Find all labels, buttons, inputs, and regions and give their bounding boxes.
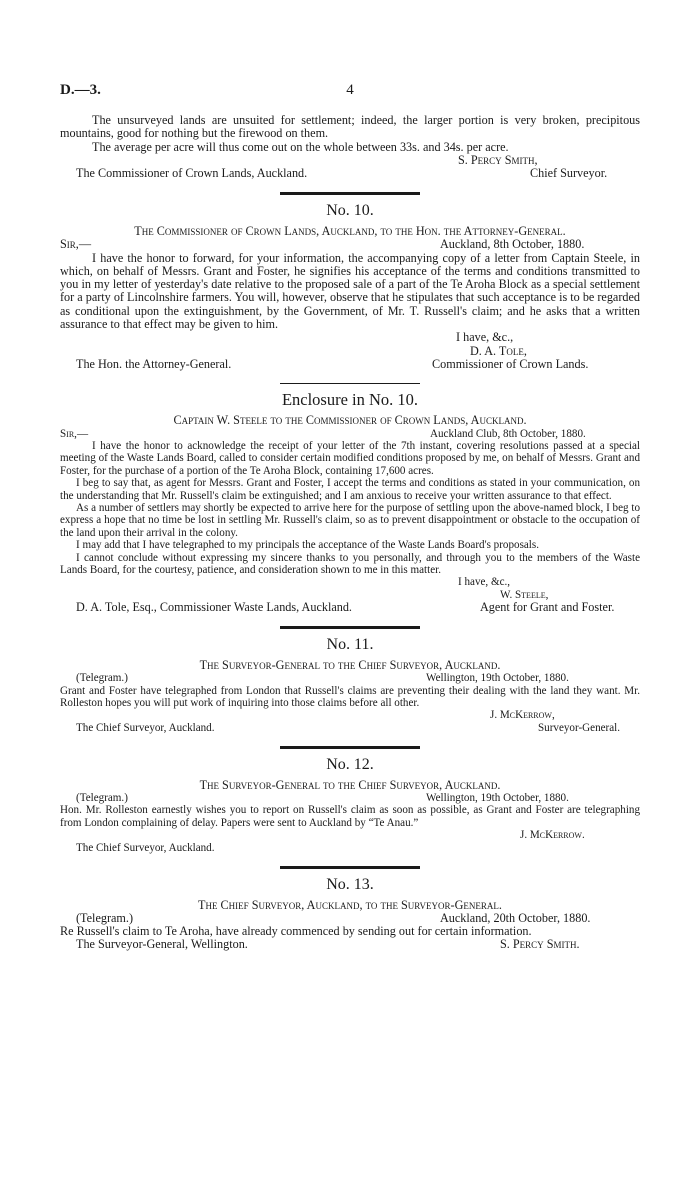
signer-name: D. A. Tole, [470, 343, 527, 358]
telegram-no-12 [60, 755, 640, 854]
telegram-body: Re Russell's claim to Te Aroha, have already commenced by sending out for certain information. [60, 924, 532, 939]
salutation: Sir,— [60, 427, 89, 440]
addressee: The Chief Surveyor, Auckland. [76, 841, 215, 854]
signer-name: W. Steele, [500, 588, 549, 601]
telegram-no-11 [60, 635, 640, 734]
letter-body: I have the honor to forward, for your information, the accompanying copy of a letter from Captain Steele, in which, on behalf of Messrs. Grant and Foster, he signifies his acceptance of the terms and conditions transmitted to you in my letter of yesterday's date relative to the proposed sale of a part of the Te Aroha Block as a special settlement for a party of Lincolnshire farmers. You will, however, observe that he stipulates that such acceptance is to be regarded as conditional upon the extinguishment, by the Government, of Mr. T. Russell's claim; and he asks that a written assurance to that effect may be given to him. [60, 250, 640, 332]
signer-title: Commissioner of Crown Lands. [432, 356, 589, 371]
enclosure-title: Enclosure in No. 10. [281, 390, 419, 410]
place-date: Auckland, 20th October, 1880. [440, 910, 591, 925]
place-date: Wellington, 19th October, 1880. [426, 672, 569, 685]
signer-name: J. McKerrow, [490, 709, 555, 722]
closing: I have, &c., [456, 330, 514, 345]
place-date: Auckland Club, 8th October, 1880. [430, 427, 586, 440]
letter-number: No. 10. [326, 201, 374, 219]
telegram-label: (Telegram.) [76, 910, 134, 925]
signer-name: S. Percy Smith. [500, 937, 580, 952]
letter-no-10 [60, 201, 640, 371]
letter-headline: The Commissioner of Crown Lands, Auckland, to the Hon. the Attorney-General. [134, 223, 566, 238]
telegram-no-13 [60, 875, 640, 952]
section-divider [280, 192, 420, 195]
page-header [60, 82, 640, 102]
signer-name: J. McKerrow. [520, 829, 585, 842]
addressee: The Chief Surveyor, Auckland. [76, 721, 215, 734]
page-content [60, 114, 640, 952]
closing: I have, &c., [458, 576, 511, 589]
document-id: D.—3. [60, 82, 101, 98]
enclosure-paragraph: I may add that I have telegraphed to my principals the acceptance of the Waste Lands Board's proposals. [76, 539, 539, 552]
letter-number: No. 13. [326, 875, 374, 893]
signer-name: S. Percy Smith, [458, 152, 538, 167]
place-date: Wellington, 19th October, 1880. [426, 792, 569, 805]
telegram-label: (Telegram.) [76, 672, 128, 685]
signer-title: Chief Surveyor. [530, 166, 608, 181]
letter-headline: The Surveyor-General to the Chief Surveyor, Auckland. [199, 777, 501, 792]
addressee: The Hon. the Attorney-General. [76, 356, 232, 371]
signer-title: Surveyor-General. [538, 721, 621, 734]
enclosure-paragraph: I beg to say that, as agent for Messrs. Grant and Foster, I accept the terms and conditions as stated in your communication, on the understanding that Mr. Russell's claim be extinguished; and I am anxious to receive your written assurance to that effect. [60, 477, 640, 502]
page-number: 4 [346, 82, 354, 98]
letter-headline: The Surveyor-General to the Chief Surveyor, Auckland. [199, 657, 501, 672]
section-divider [280, 383, 420, 384]
enclosure-paragraph: As a number of settlers may shortly be expected to arrive here for the purpose of settling upon the above-named block, I beg to express a hope that no time be lost in settling Mr. Russell's claim, so as to prevent disappointment or obstacle to the occupation of the land upon their arrival in the colony. [60, 501, 640, 539]
letter-headline: The Chief Surveyor, Auckland, to the Surveyor-General. [198, 897, 502, 912]
enclosure-paragraph: I have the honor to acknowledge the receipt of your letter of the 7th instant, covering resolutions passed at a special meeting of the Waste Lands Board, called to consider certain modified conditions proposed by me, on behalf of Messrs. Grant and Foster, for the purchase of a portion of the Te Aroha Block, containing 17,600 acres. [60, 439, 640, 477]
addressee: The Surveyor-General, Wellington. [76, 937, 248, 952]
telegram-body: Hon. Mr. Rolleston earnestly wishes you to report on Russell's claim as soon as possible, as Grant and Foster are telegraphing from London complaining of delay. Papers were sent to Auckland by “Te Anau.” [60, 804, 640, 829]
section-divider [280, 866, 420, 869]
intro-paragraph: The unsurveyed lands are unsuited for settlement; indeed, the larger portion is very broken, precipitous mountains, good for nothing but the firewood on them. [60, 113, 640, 141]
intro-paragraph: The average per acre will thus come out on the whole between 33s. and 34s. per acre. [92, 139, 509, 154]
addressee: D. A. Tole, Esq., Commissioner Waste Lands, Auckland. [76, 600, 352, 615]
section-divider [280, 626, 420, 629]
letter-headline: Captain W. Steele to the Commissioner of Crown Lands, Auckland. [173, 413, 527, 428]
letter-number: No. 11. [326, 635, 374, 653]
addressee: The Commissioner of Crown Lands, Auckland. [76, 166, 308, 181]
intro-section [60, 114, 640, 180]
salutation: Sir,— [60, 237, 92, 252]
telegram-body: Grant and Foster have telegraphed from London that Russell's claims are preventing their dealing with the land they want. Mr. Rolleston hopes you will put work of inquiring into those claims before all other. [60, 684, 640, 710]
letter-number: No. 12. [326, 755, 374, 773]
enclosure-paragraph: I cannot conclude without expressing my sincere thanks to you personally, and through you to the members of the Waste Lands Board, for the courtesy, patience, and consideration shown to me in this matter. [60, 551, 640, 576]
signer-title: Agent for Grant and Foster. [480, 600, 615, 615]
place-date: Auckland, 8th October, 1880. [440, 237, 585, 252]
telegram-label: (Telegram.) [76, 792, 128, 805]
section-divider [280, 746, 420, 749]
enclosure-no-10 [60, 390, 640, 614]
